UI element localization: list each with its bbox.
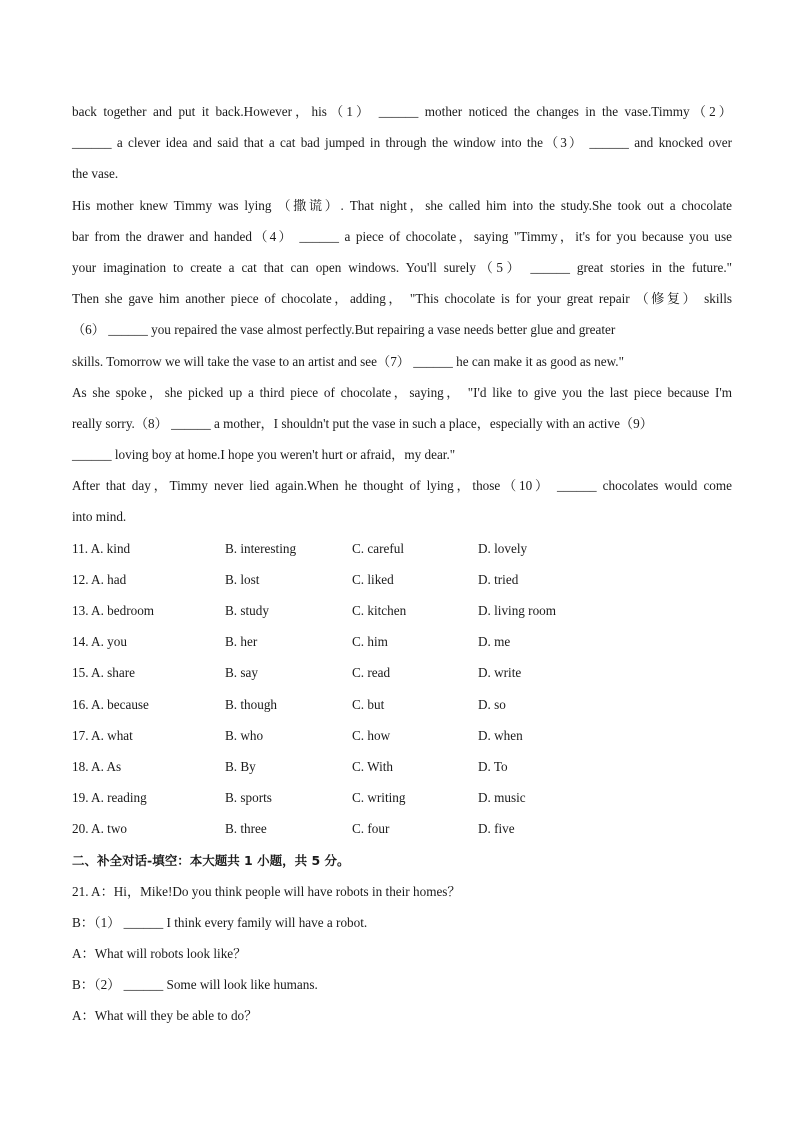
options-list bbox=[72, 533, 732, 845]
option-d: D. To bbox=[478, 758, 508, 774]
dialogue-line: B：（1） ______ I think every family will have a robot. bbox=[72, 914, 368, 930]
passage-line: After that day，Timmy never lied again.When he thought of lying，those（10） ______ chocolates would come bbox=[72, 478, 732, 494]
passage-line: your imagination to create a cat that can open windows. You'll surely（5） ______ great stories in the future." bbox=[72, 259, 732, 275]
option-b: B. study bbox=[225, 603, 269, 618]
option-d: D. when bbox=[478, 727, 523, 743]
passage-line: into mind. bbox=[72, 509, 127, 525]
option-d: D. write bbox=[478, 665, 522, 681]
option-c: C. careful bbox=[352, 540, 404, 556]
passage-line: bar from the drawer and handed（4） ______ a piece of chocolate，saying "Timmy，it's for you because you use bbox=[72, 228, 732, 244]
option-a: 14. A. you bbox=[72, 634, 127, 650]
option-d: D. tried bbox=[478, 571, 519, 587]
passage-line: As she spoke，she picked up a third piece of chocolate，saying， "I'd like to give you the last piece because I'm bbox=[72, 384, 732, 400]
passage-line: back together and put it back.However，his（1） ______ mother noticed the changes in the vase.Timmy（2） bbox=[72, 104, 732, 119]
option-d: D. five bbox=[478, 821, 515, 837]
option-b: B. who bbox=[225, 727, 264, 743]
option-b: B. interesting bbox=[225, 540, 297, 556]
dialogue bbox=[72, 876, 732, 1032]
passage-line: Then she gave him another piece of chocolate，adding， "This chocolate is for your great repair （修复） skills bbox=[72, 291, 732, 307]
option-c: C. four bbox=[352, 821, 390, 837]
option-c: C. liked bbox=[352, 571, 394, 587]
option-row bbox=[72, 782, 732, 813]
option-b: B. her bbox=[225, 634, 258, 650]
option-d: D. so bbox=[478, 696, 506, 712]
option-d: D. lovely bbox=[478, 540, 528, 556]
option-row bbox=[72, 657, 732, 688]
option-a: 11. A. kind bbox=[72, 540, 131, 556]
passage-line: the vase. bbox=[72, 166, 119, 182]
option-a: 20. A. two bbox=[72, 821, 127, 837]
option-row bbox=[72, 564, 732, 595]
option-a: 15. A. share bbox=[72, 665, 135, 681]
option-b: B. three bbox=[225, 821, 267, 837]
option-b: B. say bbox=[225, 665, 258, 681]
option-row bbox=[72, 595, 732, 626]
option-c: C. but bbox=[352, 696, 385, 712]
dialogue-line: A：What will robots look like？ bbox=[72, 946, 247, 962]
option-b: B. though bbox=[225, 696, 278, 712]
option-b: B. lost bbox=[225, 571, 260, 587]
dialogue-line: 21. A：Hi，Mike!Do you think people will have robots in their homes？ bbox=[72, 883, 461, 899]
option-c: C. With bbox=[352, 758, 393, 774]
option-c: C. kitchen bbox=[352, 603, 407, 618]
passage-line: ______ a clever idea and said that a cat bad jumped in through the window into the（3） ______ and knocked over bbox=[72, 135, 732, 151]
option-a: 16. A. because bbox=[72, 696, 149, 712]
option-d: D. music bbox=[478, 790, 526, 806]
passage-line: ______ loving boy at home.I hope you weren't hurt or afraid，my dear." bbox=[72, 447, 456, 463]
option-row bbox=[72, 626, 732, 657]
option-c: C. him bbox=[352, 634, 388, 650]
passage bbox=[72, 96, 732, 533]
option-b: B. sports bbox=[225, 790, 272, 806]
option-a: 17. A. what bbox=[72, 727, 133, 743]
option-a: 18. A. As bbox=[72, 758, 122, 774]
passage-line: really sorry.（8） ______ a mother，I shouldn't put the vase in such a place，especially with an active（9） bbox=[72, 415, 653, 431]
dialogue-line: B：（2） ______ Some will look like humans. bbox=[72, 977, 318, 993]
option-d: D. living room bbox=[478, 603, 557, 618]
option-row bbox=[72, 689, 732, 720]
passage-line: His mother knew Timmy was lying （撒谎）. That night，she called him into the study.She took out a chocolate bbox=[72, 197, 732, 213]
exam-page bbox=[72, 96, 732, 1032]
option-row bbox=[72, 751, 732, 782]
option-a: 13. A. bedroom bbox=[72, 603, 155, 618]
section-title: 二、补全对话-填空：本大题共 1 小题，共 5 分。 bbox=[72, 852, 350, 868]
option-c: C. how bbox=[352, 727, 391, 743]
option-d: D. me bbox=[478, 634, 511, 650]
option-b: B. By bbox=[225, 758, 256, 774]
passage-line: skills. Tomorrow we will take the vase to an artist and see（7） ______ he can make it as good as new." bbox=[72, 353, 624, 369]
passage-line: （6） ______ you repaired the vase almost perfectly.But repairing a vase needs better glue and greater bbox=[72, 322, 616, 338]
option-row bbox=[72, 720, 732, 751]
dialogue-line: A：What will they be able to do？ bbox=[72, 1008, 258, 1024]
option-a: 12. A. had bbox=[72, 571, 127, 587]
option-c: C. read bbox=[352, 665, 391, 681]
option-a: 19. A. reading bbox=[72, 790, 147, 806]
option-c: C. writing bbox=[352, 790, 406, 806]
option-row bbox=[72, 813, 732, 844]
option-row bbox=[72, 533, 732, 564]
